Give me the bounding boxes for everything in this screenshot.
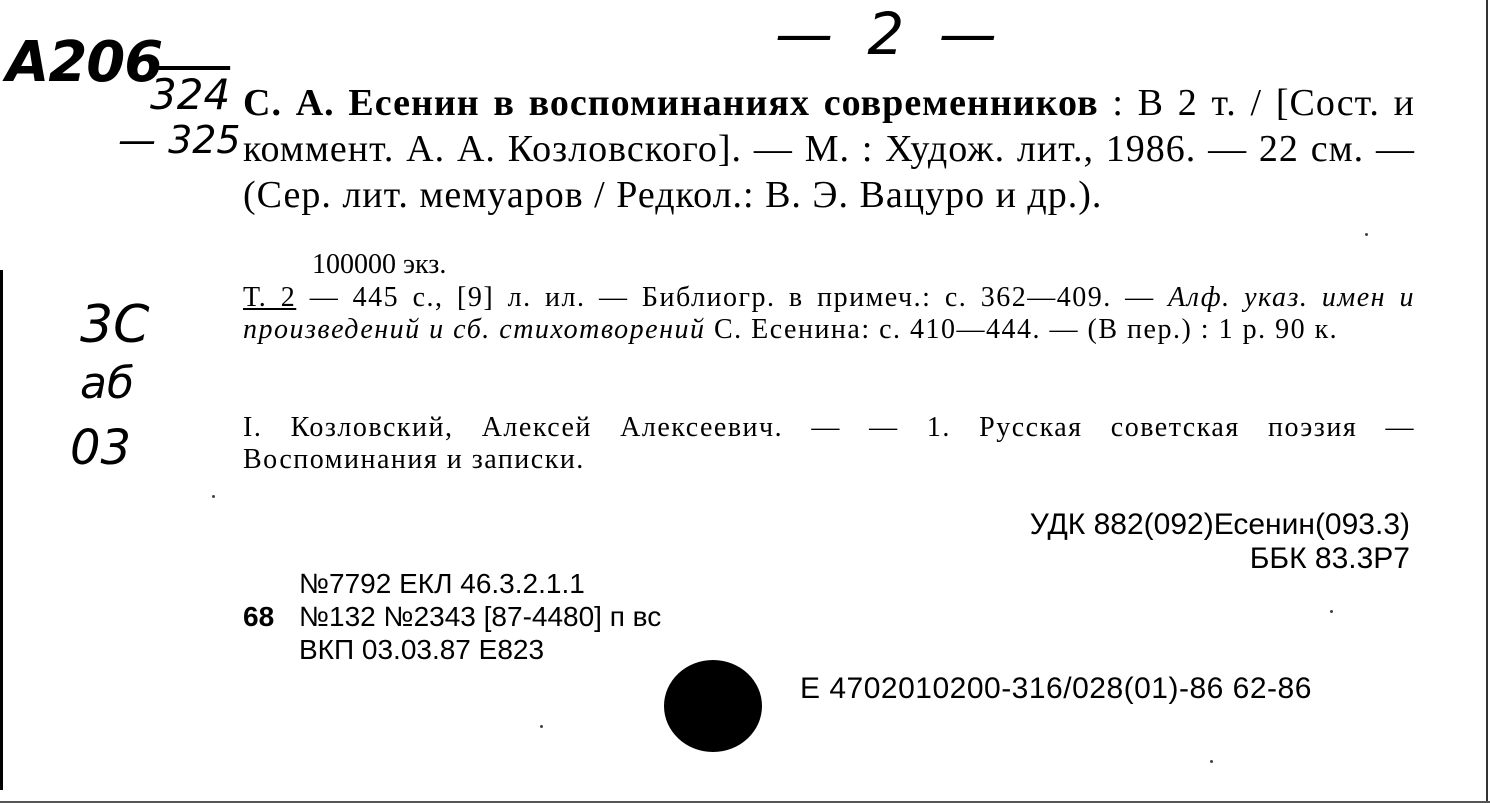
bibliographic-title [243, 80, 1415, 218]
card-left-edge [0, 270, 3, 790]
volume-desc: — 445 с., [9] л. ил. — Библиогр. в примеч.: с. 362—409. — [296, 282, 1169, 313]
handwritten-shelf-mark: А206 [6, 30, 163, 95]
service-number: 68 [243, 601, 275, 632]
handwritten-page-number: — 2 — [775, 0, 1005, 68]
handwritten-shelf-mark-bottom: — 325 [118, 118, 241, 162]
service-line-3: ВКП 03.03.87 Е823 [299, 634, 545, 665]
punch-hole [664, 660, 762, 752]
service-line-2: №132 №2343 [87-4480] п вс [299, 601, 662, 632]
service-row [243, 567, 661, 600]
handwritten-shelf-mark-top: 324 [150, 70, 231, 119]
handwritten-side-mark: 03 [70, 420, 132, 476]
speck [1365, 233, 1368, 236]
service-row [243, 600, 661, 633]
service-block [243, 567, 661, 666]
service-row [243, 633, 661, 666]
handwritten-side-mark: 3С [80, 295, 150, 355]
title-details: : В 2 т. / [Сост. и коммент. А. А. Козловского]. — М. : Худож. лит., 1986. — 22 см. — (Сер. лит. мемуаров / Редкол.: В. Э. Вацуро и др.). [243, 82, 1416, 216]
service-line-1: №7792 ЕКЛ 46.3.2.1.1 [299, 568, 585, 599]
title-main: С. А. Есенин в воспоминаниях современников [243, 82, 1099, 124]
subject-tracing: I. Козловский, Алексей Алексеевич. — — 1. Русская советская поэзия — Воспоминания и записки. [243, 412, 1415, 475]
handwritten-side-mark: аб [80, 358, 135, 409]
card-right-edge [1486, 0, 1488, 803]
volume-desc-end: С. Есенина: с. 410—444. — (В пер.) : 1 р. 90 к. [705, 314, 1339, 345]
bbk-code: ББК 83.3Р7 [1249, 542, 1410, 575]
volume-description [243, 282, 1415, 346]
udk-code: УДК 882(092)Есенин(093.3) [1029, 508, 1410, 541]
isbn-line: Е 4702010200-316/028(01)-86 62-86 [800, 672, 1312, 705]
speck [1210, 760, 1213, 763]
print-run: 100000 экз. [312, 249, 447, 280]
speck [1330, 610, 1333, 613]
speck [540, 725, 543, 728]
volume-label: Т. 2 [243, 282, 297, 313]
speck [212, 495, 215, 498]
volume-index-note: Алф. указ. имен и произведений и сб. стихотворений [243, 282, 1415, 345]
